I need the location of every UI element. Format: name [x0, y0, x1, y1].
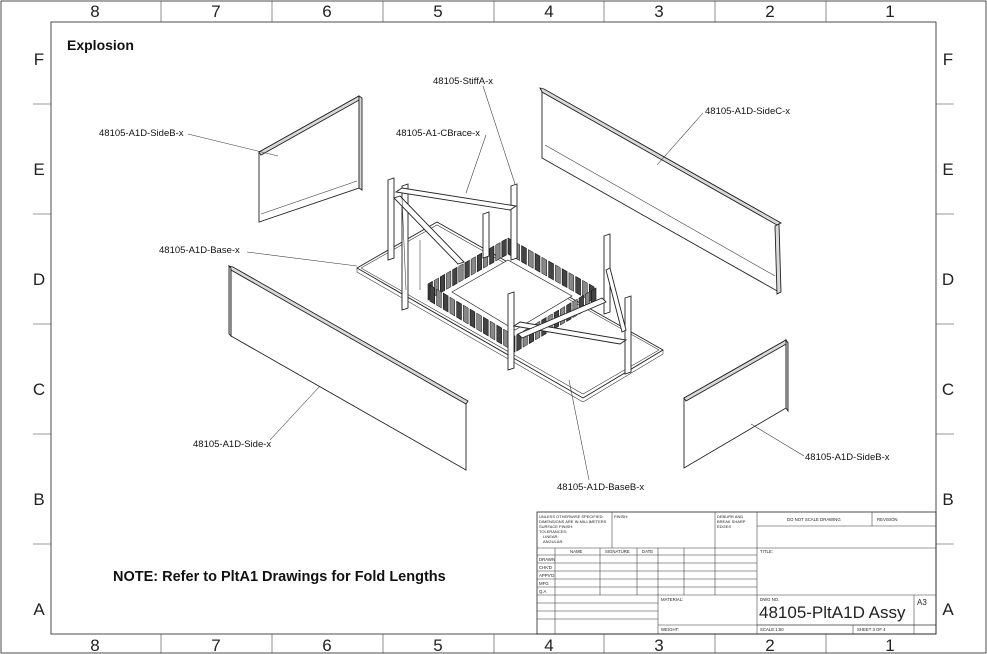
bellows-segment	[453, 267, 457, 286]
side-c-panel	[540, 88, 781, 294]
row-label-f-right: F	[942, 50, 954, 69]
fold-lengths-note: NOTE: Refer to PltA1 Drawings for Fold Lengths	[113, 569, 446, 585]
col-label-3-top: 3	[654, 2, 664, 21]
row-label-b-right: B	[942, 490, 954, 509]
tb-general-note-6: ANGULAR:	[543, 539, 564, 544]
bellows-segment	[542, 257, 547, 276]
tb-drawing-number: 48105-PltA1D Assy	[759, 603, 906, 622]
bellows-segment	[528, 250, 533, 269]
col-label-7-bottom: 7	[211, 636, 221, 654]
col-label-2-top: 2	[765, 2, 775, 21]
bellows-segment	[477, 253, 481, 272]
row-label-a-left: A	[33, 600, 45, 619]
tb-col-date: DATE	[642, 549, 654, 554]
tb-deburr-2: BREAK SHARP	[717, 519, 746, 524]
bellows-segment	[457, 301, 462, 320]
callout-side-b-top: 48105-A1D-SideB-x	[99, 128, 184, 139]
tb-sheet: SHEET 3 OF 4	[857, 627, 886, 632]
col-label-5-bottom: 5	[433, 636, 443, 654]
tb-sheet-size: A3	[917, 598, 927, 607]
tb-row-chkd: CHK'D	[539, 565, 552, 570]
row-label-e-left: E	[33, 160, 45, 179]
tb-general-note-4: TOLERANCES:	[539, 529, 568, 534]
bellows-segment	[450, 297, 455, 316]
callout-stiff-a: 48105-StiffA-x	[433, 76, 494, 87]
bellows-segment	[522, 246, 527, 265]
col-label-6-bottom: 6	[322, 636, 332, 654]
col-label-8-bottom: 8	[90, 636, 100, 654]
bellows-segment	[440, 274, 444, 293]
tb-material-label: MATERIAL:	[661, 597, 684, 602]
tb-title-label: TITLE:	[760, 549, 773, 554]
bellows-segment	[490, 321, 495, 340]
tb-row-qa: Q.A	[539, 589, 547, 594]
bellows-segment	[446, 271, 450, 290]
col-label-1-bottom: 1	[885, 636, 895, 654]
bellows-segment	[535, 253, 540, 272]
tb-row-mfg: MFG	[539, 581, 549, 586]
callout-side-b-bottom: 48105-A1D-SideB-x	[805, 452, 890, 463]
callout-side-c: 48105-A1D-SideC-x	[705, 106, 791, 117]
bellows-segment	[465, 260, 469, 279]
row-label-b-left: B	[33, 490, 45, 509]
tb-finish-label: FINISH:	[614, 514, 629, 519]
col-label-3-bottom: 3	[654, 636, 664, 654]
title-block	[537, 512, 936, 634]
bellows-segment	[490, 246, 494, 265]
bellows-segment	[562, 269, 567, 288]
bellows-segment	[569, 273, 574, 292]
bellows-segment	[459, 264, 463, 283]
side-b-panel-top	[259, 96, 362, 222]
tb-general-note-1: UNLESS OTHERWISE SPECIFIED:	[539, 514, 604, 519]
tb-general-note-5: LINEAR:	[543, 534, 559, 539]
bellows-segment	[496, 243, 500, 262]
bellows-segment	[463, 305, 468, 324]
row-label-d-left: D	[32, 270, 46, 289]
bellows-segment	[477, 313, 482, 332]
tb-col-signature: SIGNATURE	[605, 549, 630, 554]
col-label-6-top: 6	[322, 2, 332, 21]
row-label-e-right: E	[942, 160, 954, 179]
callout-c-brace: 48105-A1-CBrace-x	[396, 128, 480, 139]
bellows-segment	[443, 293, 448, 312]
tb-do-not-scale: DO NOT SCALE DRAWING	[787, 517, 841, 522]
tb-dwg-no-label: DWG NO.	[760, 597, 780, 602]
col-label-1-top: 1	[885, 2, 895, 21]
col-label-7-top: 7	[211, 2, 221, 21]
row-label-d-right: D	[941, 270, 955, 289]
tb-col-name: NAME	[570, 549, 583, 554]
bellows-segment	[497, 325, 502, 344]
bellows-segment	[430, 285, 435, 304]
callout-base: 48105-A1D-Base-x	[159, 245, 240, 256]
col-label-5-top: 5	[433, 2, 443, 21]
bellows-segment	[483, 317, 488, 336]
bellows-segment	[471, 257, 475, 276]
tb-deburr-3: EDGES	[717, 524, 732, 529]
col-label-2-bottom: 2	[765, 636, 775, 654]
tb-row-drawn: DRAWN	[539, 557, 556, 562]
bellows-segment	[555, 265, 560, 284]
bellows-segment	[549, 261, 554, 280]
row-label-c-left: C	[32, 380, 46, 399]
tb-general-note-3: SURFACE FINISH:	[539, 524, 574, 529]
tb-revision-label: REVISION	[877, 517, 898, 522]
row-label-c-right: C	[941, 380, 955, 399]
bellows-segment	[502, 239, 506, 258]
bellows-segment	[437, 289, 442, 308]
tb-deburr-1: DEBURR AND	[717, 514, 744, 519]
tb-row-appvd: APPV'D	[539, 573, 555, 578]
bellows-segment	[470, 309, 475, 328]
callout-base-b: 48105-A1D-BaseB-x	[557, 482, 645, 493]
col-label-8-top: 8	[90, 2, 100, 21]
side-b-panel-bottom	[684, 340, 788, 468]
view-title: Explosion	[67, 37, 134, 53]
bellows-segment	[576, 276, 581, 295]
row-label-f-left: F	[33, 50, 45, 69]
col-label-4-bottom: 4	[544, 636, 554, 654]
tb-general-note-2: DIMENSIONS ARE IN MILLIMETERS	[539, 519, 607, 524]
callout-side: 48105-A1D-Side-x	[193, 439, 272, 450]
tb-weight-label: WEIGHT:	[661, 627, 679, 632]
col-label-4-top: 4	[544, 2, 554, 21]
row-label-a-right: A	[942, 600, 954, 619]
tb-scale: SCALE:1:50	[760, 627, 784, 632]
